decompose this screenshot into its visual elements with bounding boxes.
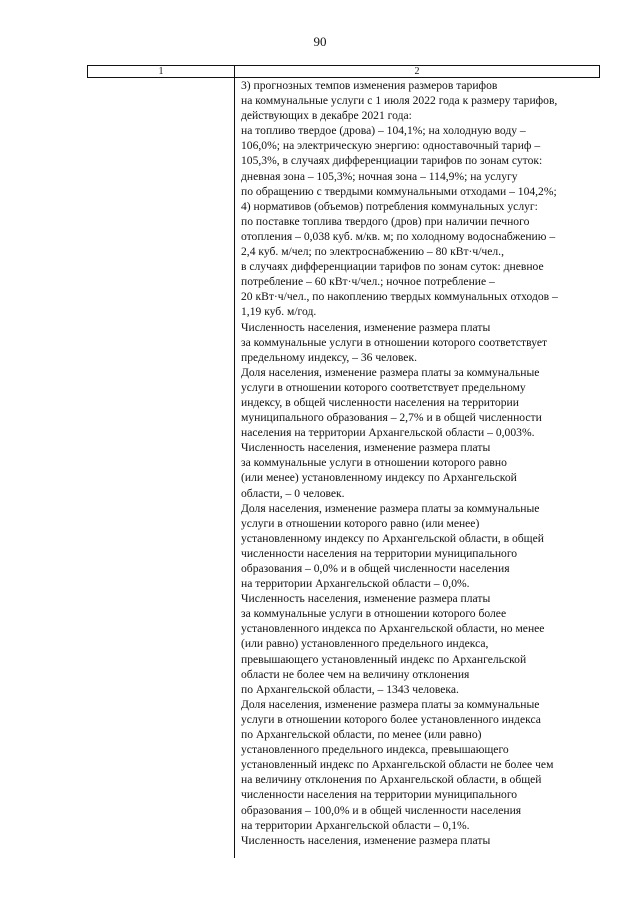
text-lines [235,78,600,848]
text-line: предельному индексу, – 36 человек. [241,350,417,364]
text-line: 20 кВт·ч/чел., по накоплению твердых коммунальных отходов – [241,290,558,304]
text-line: 3) прогнозных темпов изменения размеров тарифов [241,79,498,92]
text-line: (или равно) установленного предельного индекса, [241,637,489,651]
column-header-1: 1 [88,66,235,78]
text-line: Численность населения, изменение размера платы [241,833,491,847]
text-line: за коммунальные услуги в отношении которого более [241,607,507,621]
text-line: установленному индексу по Архангельской области, в общей [241,531,544,545]
text-line: области, – 0 человек. [241,486,345,500]
text-line: на топливо твердое (дрова) – 104,1%; на холодную воду – [241,124,526,138]
text-line: по Архангельской области, – 1343 человека. [241,682,459,696]
text-line: численности населения на территории муниципального [241,546,518,560]
text-line: 4) нормативов (объемов) потребления коммунальных услуг: [241,199,538,213]
text-line: Численность населения, изменение размера платы [241,441,491,455]
text-line: на территории Архангельской области – 0,0%. [241,577,470,591]
text-line: Численность населения, изменение размера платы [241,592,491,606]
text-line: Численность населения, изменение размера платы [241,320,491,334]
text-line: услуги в отношении которого равно (или менее) [241,516,480,530]
page-number: 90 [313,34,327,49]
text-line: услуги в отношении которого соответствует предельному [241,380,526,394]
text-line: услуги в отношении которого более установленного индекса [241,712,541,726]
text-line: 1,19 куб. м/год. [241,305,317,319]
text-line: за коммунальные услуги в отношении которого равно [241,456,507,470]
text-line: населения на территории Архангельской области – 0,003%. [241,426,535,440]
text-line: на коммунальные услуги с 1 июля 2022 года к размеру тарифов, [241,94,558,108]
text-line: 106,0%; на электрическую энергию: одноставочный тариф – [241,139,541,153]
text-line: Доля населения, изменение размера платы за коммунальные [241,697,540,711]
text-line: дневная зона – 105,3%; ночная зона – 114,9%; на услугу [241,169,518,183]
text-line: (или менее) установленному индексу по Архангельской [241,471,517,485]
text-line: 105,3%, в случаях дифференциации тарифов по зонам суток: [241,154,543,168]
text-line: по Архангельской области, по менее (или равно) [241,728,482,742]
text-line: превышающего установленный индекс по Архангельской [241,652,527,666]
text-line: Доля населения, изменение размера платы за коммунальные [241,501,540,515]
text-line: образования – 0,0% и в общей численности населения [241,562,510,575]
table-body-row [88,78,600,859]
document-table [87,65,600,858]
text-line: 2,4 куб. м/чел; по электроснабжению – 80 кВт·ч/чел., [241,245,504,259]
left-column-cell [88,78,235,859]
text-line: потребление – 60 кВт·ч/чел.; ночное потребление – [241,275,495,289]
text-line: установленного индекса по Архангельской области, но менее [241,622,545,636]
column-header-2: 2 [235,66,600,78]
text-line: действующих в декабре 2021 года: [241,109,412,123]
text-line: на территории Архангельской области – 0,1%. [241,818,470,832]
text-line: Доля населения, изменение размера платы за коммунальные [241,365,540,379]
text-line: на величину отклонения по Архангельской области, в общей [241,773,542,787]
text-line: по поставке топлива твердого (дров) при наличии печного [241,214,530,228]
text-line: численности населения на территории муниципального [241,788,518,802]
text-line: отопления – 0,038 куб. м/кв. м; по холодному водоснабжению – [241,229,556,243]
text-line: установленный индекс по Архангельской области не более чем [241,758,554,772]
text-line: по обращению с твердыми коммунальными отходами – 104,2%; [241,184,557,198]
text-line: муниципального образования – 2,7% и в общей численности [241,411,542,425]
text-line: за коммунальные услуги в отношении которого соответствует [241,335,548,349]
text-line: образования – 100,0% и в общей численности населения [241,803,522,817]
text-line: индексу, в общей численности населения на территории [241,395,519,409]
table-header-row [88,66,600,78]
text-line: установленного предельного индекса, превышающего [241,743,509,757]
text-line: области не более чем на величину отклонения [241,667,470,681]
text-line: в случаях дифференциации тарифов по зонам суток: дневное [241,260,544,274]
right-column-cell [235,78,600,859]
